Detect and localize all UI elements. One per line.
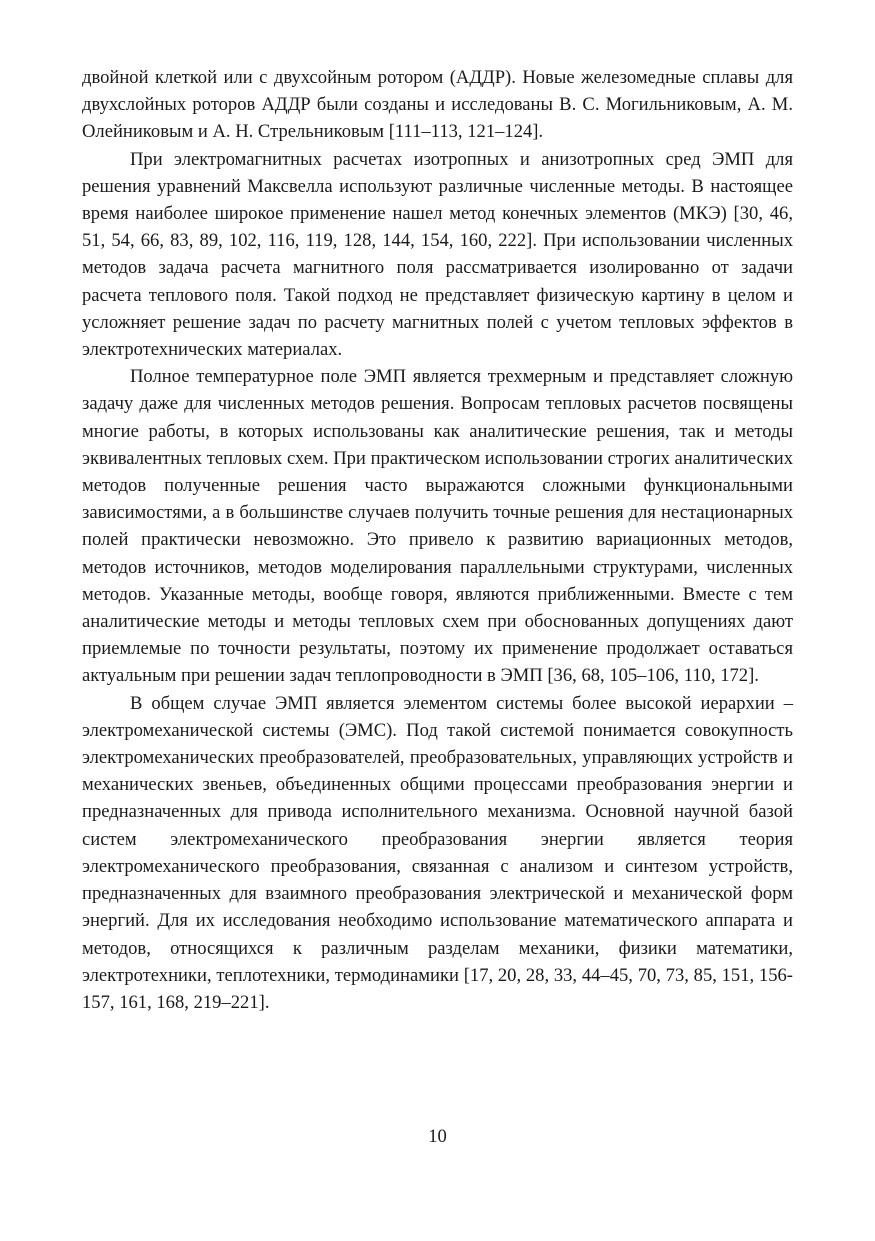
page-number: 10 xyxy=(428,1126,447,1147)
paragraph-1-continued: двойной клеткой или с двухсойным ротором (АДДР). Новые железомедные сплавы для двухслойных роторов АДДР были созданы и исследованы В. С. Могильниковым, А. М. Олейниковым и А. Н. Стрельниковым [111–113, 121–124]. xyxy=(82,67,793,143)
paragraph-2: При электромагнитных расчетах изотропных и анизотропных сред ЭМП для решения уравнений Максвелла используют различные численные методы. В настоящее время наиболее широкое применение нашел метод конечных элементов (МКЭ) [30, 46, 51, 54, 66, 83, 89, 102, 116, 119, 128, 144, 154, 160, 222]. При использовании численных методов задача расчета магнитного поля рассматривается изолированно от задачи расчета теплового поля. Такой подход не представляет физическую картину в целом и усложняет решение задач по расчету магнитных полей с учетом тепловых эффектов в электротехнических материалах. xyxy=(82,148,793,361)
page-body xyxy=(82,64,793,1016)
paragraph-4: В общем случае ЭМП является элементом системы более высокой иерархии – электромеханической системы (ЭМС). Под такой системой понимается совокупность электромеханических преобразователей, преобразовательных, управляющих устройств и механических звеньев, объединенных общими процессами преобразования энергии и предназначенных для привода исполнительного механизма. Основной научной базой систем электромеханического преобразования энергии является теория электромеханического преобразования, связанная с анализом и синтезом устройств, предназначенных для взаимного преобразования электрической и механической форм энергий. Для их исследования необходимо использование математического аппарата и методов, относящихся к различным разделам механики, физики математики, электротехники, теплотехники, термодинамики [17, 20, 28, 33, 44–45, 70, 73, 85, 151, 156-157, 161, 168, 219–221]. xyxy=(82,692,793,1013)
paragraph-3: Полное температурное поле ЭМП является трехмерным и представляет сложную задачу даже для численных методов решения. Вопросам тепловых расчетов посвящены многие работы, в которых использованы как аналитические решения, так и методы эквивалентных тепловых схем. При практическом использовании строгих аналитических методов полученные решения часто выражаются сложными функциональными зависимостями, а в большинстве случаев получить точные решения для нестационарных полей практически невозможно. Это привело к развитию вариационных методов, методов источников, методов моделирования параллельными структурами, численных методов. Указанные методы, вообще говоря, являются приближенными. Вместе с тем аналитические методы и методы тепловых схем при обоснованных допущениях дают приемлемые по точности результаты, поэтому их применение продолжает оставаться актуальным при решении задач теплопроводности в ЭМП [36, 68, 105–106, 110, 172]. xyxy=(82,366,793,687)
